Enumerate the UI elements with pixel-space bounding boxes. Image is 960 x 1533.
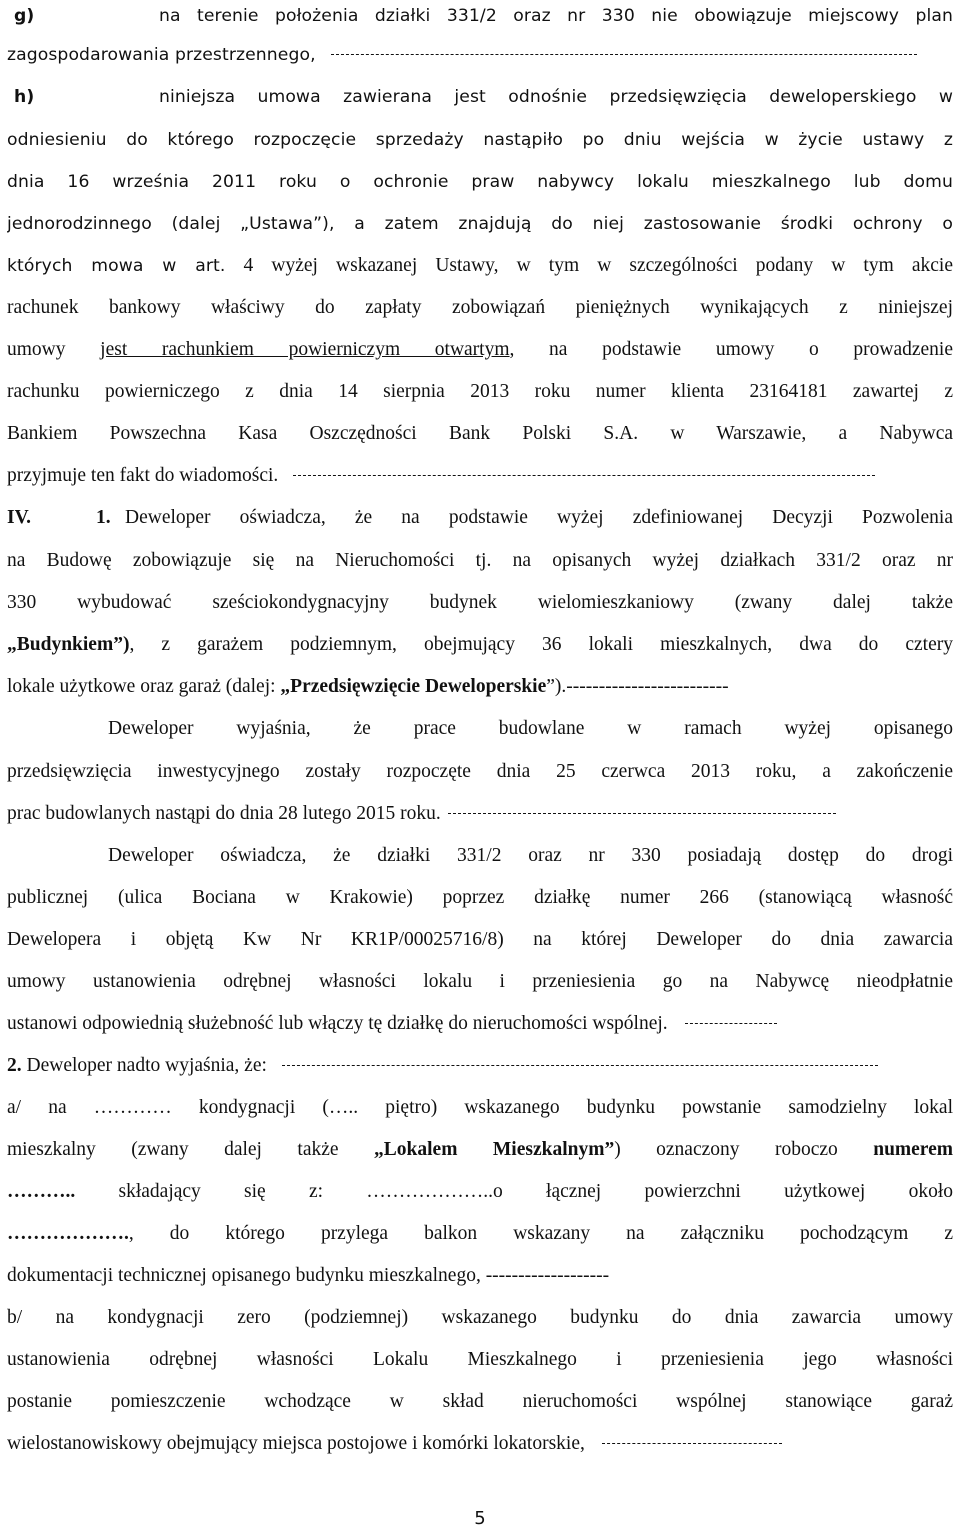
item-h-text-1: niniejsza umowa zawierana jest odnośnie przedsięwzięcia deweloperskiego w <box>159 87 953 107</box>
item-a-text-4b: , do którego przylega balkon wskazany na załączniku pochodzącym z <box>128 1223 953 1244</box>
section-iv-text-2b: na opisanych wyżej działkach 331/2 oraz nr <box>512 550 953 571</box>
building-term: „Budynkiem”) <box>7 634 130 655</box>
item-h-line-10 <box>7 460 953 492</box>
filler-dash <box>685 1023 777 1024</box>
item-a-text-2c: ) oznaczony roboczo <box>614 1139 838 1160</box>
item-h-line-8: rachunku powierniczego z dnia 14 sierpnia 2013 roku numer klienta 23164181 zawartej z <box>7 381 953 402</box>
para-access-line-1: Deweloper oświadcza, że działki 331/2 oraz nr 330 posiadają dostęp do drogi <box>108 845 953 866</box>
area-placeholder: ………………. <box>7 1223 129 1244</box>
section-iv-label: IV. <box>7 507 32 528</box>
section-iv-line-5 <box>7 671 953 703</box>
item-h-text-7c: , na podstawie umowy o prowadzenie <box>509 339 953 360</box>
section-iv-line-4 <box>7 629 953 661</box>
item-h-line-4: jednorodzinnego (dalej „Ustawa”), a zatem znajdują do niej zastosowanie środki ochrony o <box>7 214 953 234</box>
section-iv-text-1: Deweloper oświadcza, że na podstawie wyżej zdefiniowanej Decyzji Pozwolenia <box>125 507 953 528</box>
item-h-line-7 <box>7 334 953 366</box>
item-h-line-5 <box>7 250 953 282</box>
item-g-text-2: zagospodarowania przestrzennego, <box>7 45 316 65</box>
section-iv-number: 1. <box>96 507 111 528</box>
section-iv-line-3: 330 wybudować sześciokondygnacyjny budynek wielomieszkaniowy (zwany dalej także <box>7 592 953 613</box>
filler-dash <box>282 1065 878 1066</box>
item-h-line-3: dnia 16 września 2011 roku o ochronie praw nabywcy lokalu mieszkalnego lub domu <box>7 172 953 192</box>
para-construction-line-3 <box>7 798 953 830</box>
item-h-line-2: odniesieniu do którego rozpoczęcie sprzedaży nastąpiło po dniu wejścia w życie ustawy z <box>7 130 953 150</box>
para-construction-text-3: prac budowlanych nastąpi do dnia 28 lutego 2015 roku. <box>7 803 441 824</box>
item-g-line-1 <box>7 0 953 32</box>
section-iv-line-2 <box>7 545 953 577</box>
item-h-line-9: Bankiem Powszechna Kasa Oszczędności Bank Polski S.A. w Warszawie, a Nabywca <box>7 423 953 444</box>
item-h-text-10: przyjmuje ten fakt do wiadomości. <box>7 465 279 486</box>
page-number: 5 <box>474 1508 486 1529</box>
item-h-label: h) <box>14 87 35 107</box>
trust-account-underlined: jest rachunkiem powierniczym otwartym <box>100 339 510 360</box>
item-a-line-3 <box>7 1176 953 1208</box>
para-access-text-5: ustanowi odpowiednią służebność lub włączy tę działkę do nieruchomości wspólnej. <box>7 1013 668 1034</box>
para-construction-line-2: przedsięwzięcia inwestycyjnego zostały rozpoczęte dnia 25 czerwca 2013 roku, a zakończenie <box>7 761 953 782</box>
section-iv-text-5a: lokale użytkowe oraz garaż (dalej: <box>7 676 276 697</box>
apartment-term: „Lokalem Mieszkalnym” <box>374 1139 615 1160</box>
section-2-line <box>7 1050 953 1082</box>
development-project-term: „Przedsięwzięcie Deweloperskie <box>280 676 547 697</box>
item-g-line-2 <box>7 39 953 71</box>
item-a-line-2 <box>7 1134 953 1166</box>
item-b-line-2: ustanowienia odrębnej własności Lokalu Mieszkalnego i przeniesienia jego własności <box>7 1349 953 1370</box>
section-2-text: Deweloper nadto wyjaśnia, że: <box>26 1055 267 1076</box>
item-h-line-6: rachunek bankowy właściwy do zapłaty zobowiązań pieniężnych wynikających z niniejszej <box>7 297 953 318</box>
filler-dash <box>448 813 836 814</box>
section-iv-text-4b: , z garażem podziemnym, obejmujący 36 lokali mieszkalnych, dwa do cztery <box>129 634 953 655</box>
para-construction-line-1: Deweloper wyjaśnia, że prace budowlane w ramach wyżej opisanego <box>108 718 953 739</box>
item-b-line-1: b/ na kondygnacji zero (podziemnej) wskazanego budynku do dnia zawarcia umowy <box>7 1307 953 1328</box>
filler-dash <box>331 54 917 55</box>
item-a-line-5: dokumentacji technicznej opisanego budynku mieszkalnego, ------------------- <box>7 1265 610 1286</box>
section-2-number: 2. <box>7 1055 22 1076</box>
section-iv-text-5c: ”).------------------------- <box>546 676 729 697</box>
item-b-line-4 <box>7 1428 953 1460</box>
item-a-text-2a: mieszkalny (zwany dalej także <box>7 1139 339 1160</box>
item-h-text-5b: 4 wyżej wskazanej Ustawy, w tym w szczególności podany w tym akcie <box>243 255 953 276</box>
item-g-text-1: na terenie położenia działki 331/2 oraz nr 330 nie obowiązuje miejscowy plan <box>159 6 953 26</box>
para-access-line-5 <box>7 1008 953 1040</box>
para-access-line-2: publicznej (ulica Bociana w Krakowie) poprzez działkę numer 266 (stanowiącą własność <box>7 887 953 908</box>
item-a-line-4 <box>7 1218 953 1250</box>
item-h-line-1 <box>7 81 953 113</box>
item-h-text-7a: umowy <box>7 339 66 360</box>
section-iv-line-1 <box>7 502 953 534</box>
item-b-line-3: postanie pomieszczenie wchodzące w skład nieruchomości wspólnej stanowiące garaż <box>7 1391 953 1412</box>
para-access-line-3: Dewelopera i objętą Kw Nr KR1P/00025716/8) na której Deweloper do dnia zawarcia <box>7 929 953 950</box>
item-b-text-4: wielostanowiskowy obejmujący miejsca postojowe i komórki lokatorskie, <box>7 1433 585 1454</box>
filler-dash <box>293 475 875 476</box>
para-access-line-4: umowy ustanowienia odrębnej własności lokalu i przeniesienia go na Nabywcę nieodpłatnie <box>7 971 953 992</box>
number-placeholder: ……….. <box>7 1181 76 1202</box>
item-g-label: g) <box>14 6 35 26</box>
section-iv-text-2a: na Budowę zobowiązuje się na Nieruchomości tj. <box>7 550 492 571</box>
item-h-text-5a: których mowa w art. <box>7 256 226 276</box>
number-term: numerem <box>873 1139 953 1160</box>
item-a-text-3b: składający się z: ………………..o łącznej powierzchni użytkowej około <box>118 1181 953 1202</box>
filler-dash <box>602 1443 782 1444</box>
item-a-line-1: a/ na ………… kondygnacji (….. piętro) wskazanego budynku powstanie samodzielny lokal <box>7 1097 953 1118</box>
